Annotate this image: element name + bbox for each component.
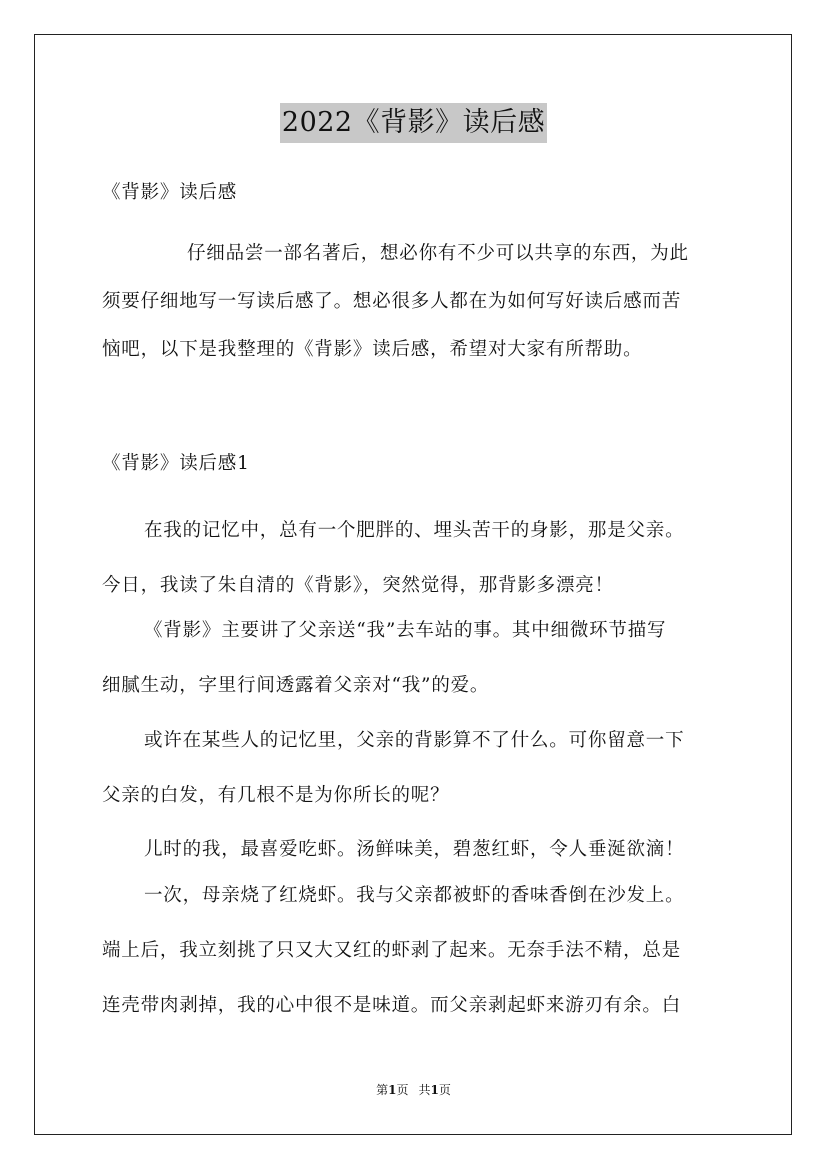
- paragraph-line: 一次，母亲烧了红烧虾。我与父亲都被虾的香味香倒在沙发上。: [144, 885, 685, 906]
- subtitle: [102, 180, 730, 206]
- section-heading: [102, 451, 730, 477]
- paragraph: [102, 603, 730, 713]
- document-title-wrap: [0, 103, 827, 143]
- footer-page-suffix: 页: [396, 1083, 409, 1097]
- page-footer: [0, 1082, 827, 1098]
- intro-line: 仔细品尝一部名著后，想必你有不少可以共享的东西，为此: [187, 243, 689, 264]
- document-title: 2022《背影》读后感: [280, 103, 547, 143]
- paragraph-line: 《背影》主要讲了父亲送“我”去车站的事。其中细微环节描写: [144, 620, 667, 641]
- intro-line: 须要仔细地写一写读后感了。想必很多人都在为如何写好读后感而苦: [102, 291, 682, 312]
- paragraph-line: 细腻生动，字里行间透露着父亲对“我”的爱。: [102, 675, 490, 696]
- paragraph: [102, 868, 730, 1033]
- intro-paragraph: [102, 230, 730, 374]
- paragraph-line: 或许在某些人的记忆里，父亲的背影算不了什么。可你留意一下: [144, 730, 685, 751]
- intro-line: 恼吧，以下是我整理的《背影》读后感，希望对大家有所帮助。: [102, 339, 643, 360]
- paragraph: [102, 503, 730, 613]
- section-heading-text: 《背影》读后感1: [102, 453, 250, 474]
- paragraph-line: 今日，我读了朱自清的《背影》，突然觉得，那背影多漂亮！: [102, 575, 614, 596]
- paragraph-line: 端上后，我立刻挑了只又大又红的虾剥了起来。无奈手法不精，总是: [102, 940, 682, 961]
- paragraph-line: 在我的记忆中，总有一个肥胖的、埋头苦干的身影，那是父亲。: [144, 520, 685, 541]
- paragraph-line: 儿时的我，最喜爱吃虾。汤鲜味美，碧葱红虾，令人垂涎欲滴！: [144, 839, 685, 860]
- paragraph: [102, 713, 730, 823]
- footer-total-suffix: 页: [438, 1083, 451, 1097]
- footer-total-number: 1: [430, 1083, 439, 1097]
- footer-page-prefix: 第: [376, 1083, 389, 1097]
- footer-total-prefix: 共: [418, 1083, 431, 1097]
- paragraph-line: 父亲的白发，有几根不是为你所长的呢？: [102, 785, 450, 806]
- footer-page-number: 1: [388, 1083, 397, 1097]
- paragraph-line: 连壳带肉剥掉，我的心中很不是味道。而父亲剥起虾来游刃有余。白: [102, 995, 682, 1016]
- subtitle-text: 《背影》读后感: [102, 182, 238, 203]
